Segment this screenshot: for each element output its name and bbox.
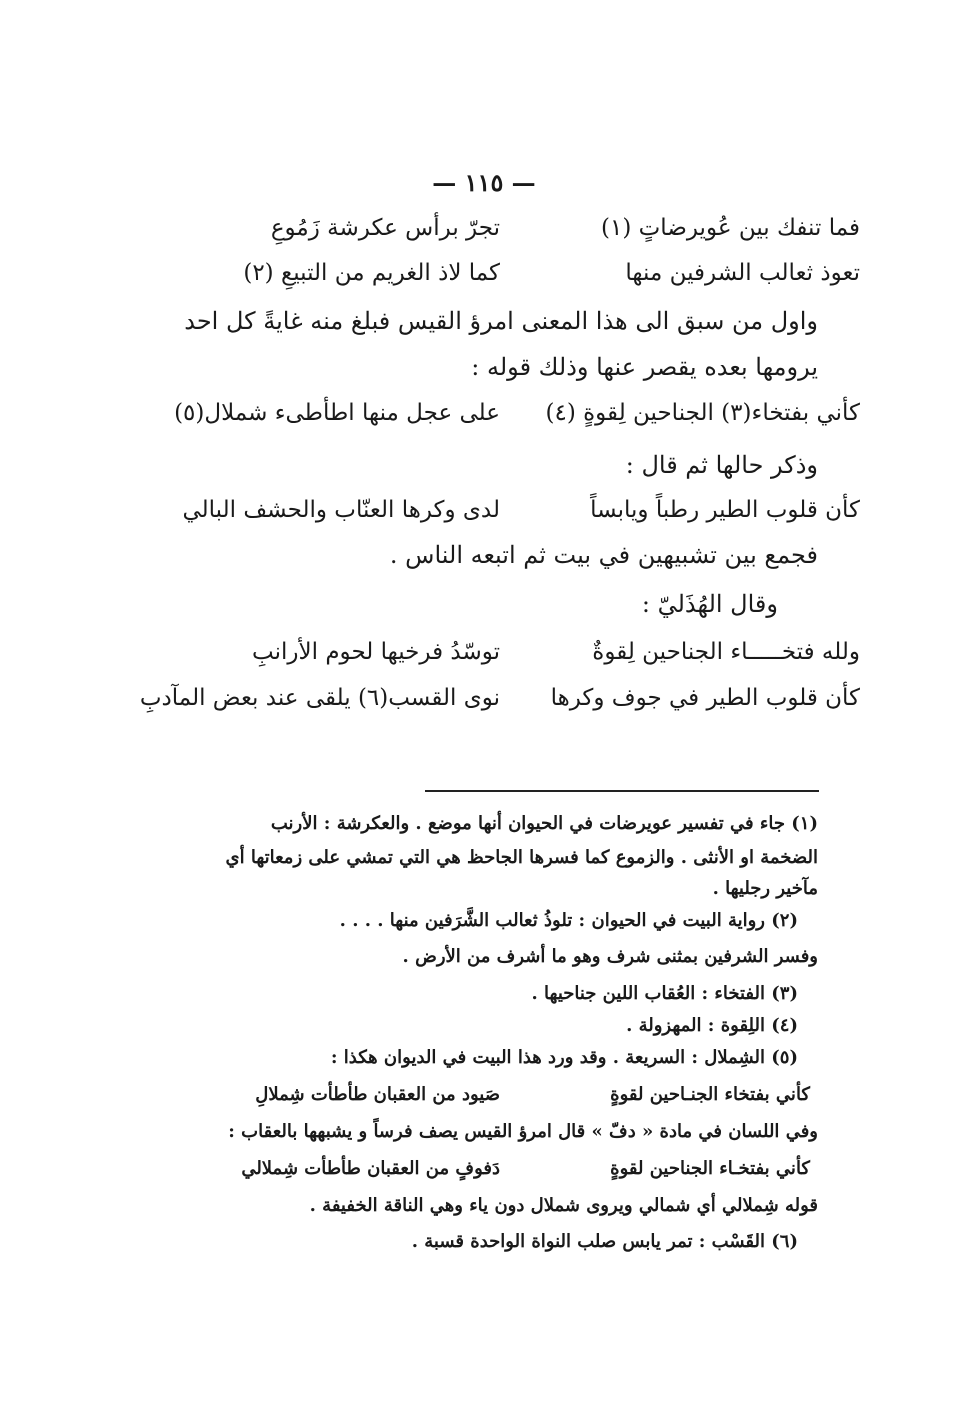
footnote-line: قوله شِملالي أي شمالي ويروى شملال دون ياء وهي الناقة الخفيفة . <box>309 1195 818 1216</box>
verse-hemistich-second: دَفوفٍ من العقبان طأطأت شِملالي <box>241 1158 500 1179</box>
verse-hemistich-second: توسّدُ فرخيها لحوم الأرانبِ <box>252 639 500 665</box>
verse-line <box>160 253 860 293</box>
verse-line <box>160 632 860 672</box>
footnote-line: الضخمة او الأنثى . والزموع كما فسرها الجاحظ هي التي تمشي على زمعاتها أي <box>225 847 818 868</box>
verse-hemistich-second: نوى القسب(٦) يلقى عند بعض المآدبِ <box>139 685 500 711</box>
footnote-separator <box>425 790 819 792</box>
verse-hemistich-second: على عجل منها اطأطىء شملال(٥) <box>174 400 500 426</box>
prose-line: وذكر حالها ثم قال : <box>625 451 818 479</box>
verse-line <box>160 490 860 530</box>
verse-hemistich-second: صَيود من العقبان طأطأت شِملالِ <box>255 1084 500 1105</box>
verse-hemistich-first: تعوذ ثعالب الشرفين منها <box>625 260 860 286</box>
footnote-line: (٣) الفتخاء : العُقاب اللين جناحيها . <box>531 983 798 1004</box>
footnote-line: (٤) اللِقوة : المهزولة . <box>626 1015 798 1036</box>
footnote-line: وفسر الشرفين بمثنى شرف وهو ما أشرف من الأرض . <box>402 946 818 967</box>
footnote-line: (١) جاء في تفسير عويرضات في الحيوان أنها موضع . والعكرشة : الأرنب <box>270 813 818 834</box>
verse-hemistich-first: كأن قلوب الطير رطباً ويابساً <box>590 497 860 523</box>
verse-line <box>160 208 860 248</box>
verse-hemistich-first: كأني بفتخـاء الجناحين لقوةٍ <box>610 1158 810 1179</box>
footnote-verse-line <box>170 1154 810 1184</box>
page-number: — ١١٥ — <box>432 168 536 197</box>
prose-line: واول من سبق الى هذا المعنى امرؤ القيس فبلغ منه غايةً كل احد <box>184 307 818 335</box>
verse-line <box>160 393 860 433</box>
verse-hemistich-first: فما تنفك بين عُويرضاتٍ (١) <box>601 215 860 241</box>
prose-line: فجمع بين تشبيهين في بيت ثم اتبعه الناس . <box>389 541 818 569</box>
footnote-line: مآخير رجليها . <box>712 878 818 899</box>
verse-hemistich-second: كما لاذ الغريم من التبيعِ (٢) <box>243 260 500 286</box>
footnote-line: وفي اللسان في مادة « دفّ » قال امرؤ القيس يصف فرساً و يشبهها بالعقاب : <box>228 1121 818 1142</box>
verse-hemistich-first: كأن قلوب الطير في جوف وكرها <box>550 685 860 711</box>
footnote-line: (٢) رواية البيت في الحيوان : تلوذُ ثعالب الشَّرَفين منها . . . . <box>339 910 798 931</box>
verse-hemistich-second: تجرّ برأس عكرشة زَمُوعِ <box>270 215 500 241</box>
footnote-line: (٦) القَسْب : تمر يابس صلب النواة الواحدة قسبة . <box>411 1231 798 1252</box>
footnote-verse-line <box>170 1080 810 1110</box>
verse-hemistich-first: كأني بفتخاء(٣) الجناحين لِقوةٍ (٤) <box>545 400 860 426</box>
verse-hemistich-first: كأني بفتخاء الجنـاحين لقوةٍ <box>610 1084 810 1105</box>
verse-line <box>139 678 860 718</box>
prose-line: يرومها بعده يقصر عنها وذلك قوله : <box>471 353 818 381</box>
footnote-line: (٥) الشِملال : السريعة . وقد ورد هذا البيت في الديوان هكذا : <box>330 1047 798 1068</box>
verse-hemistich-first: ولله فتخـــــاء الجناحين لِقوةٌ <box>592 639 860 665</box>
prose-line: وقال الهُذَليّ : <box>641 590 778 618</box>
verse-hemistich-second: لدى وكرها العنّاب والحشف البالي <box>182 497 500 523</box>
